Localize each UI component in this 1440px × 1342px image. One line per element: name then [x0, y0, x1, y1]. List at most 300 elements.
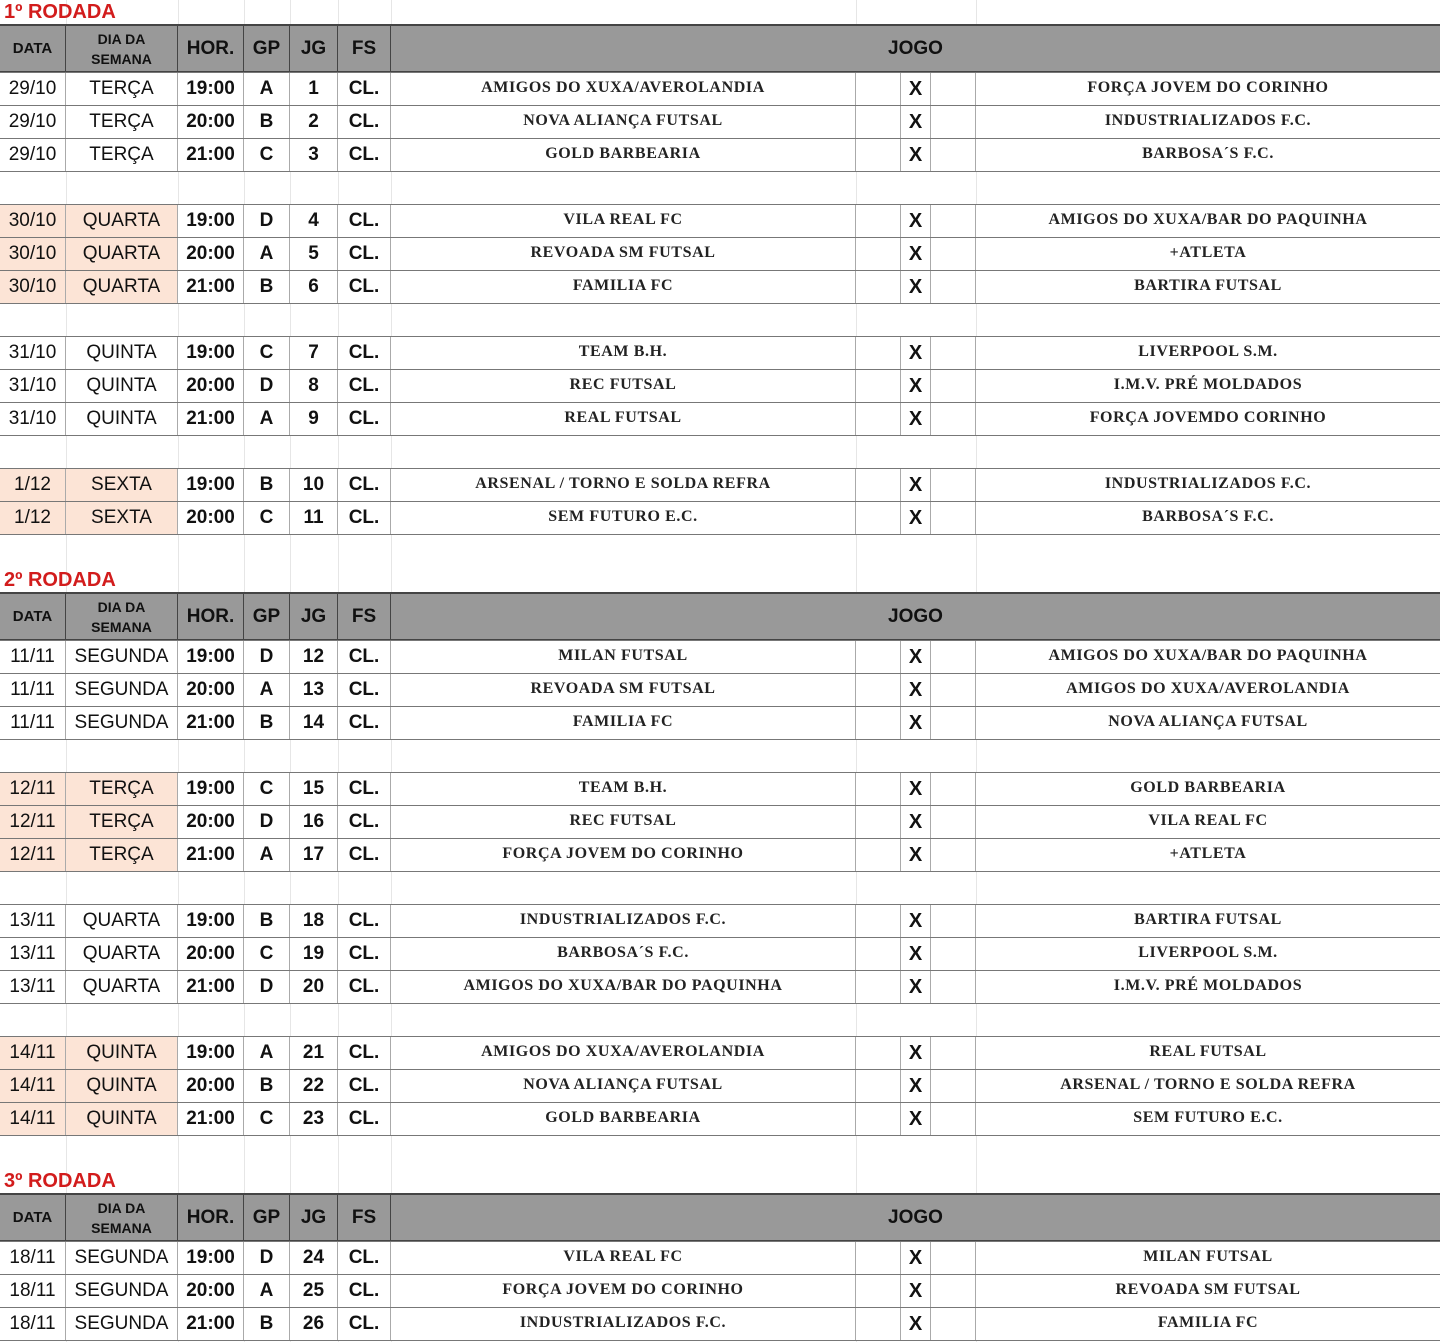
cell-date: 18/11 — [0, 1275, 66, 1307]
cell-jg: 15 — [290, 773, 338, 805]
cell-fs: CL. — [338, 806, 391, 838]
cell-day: QUARTA — [66, 205, 178, 237]
match-row — [0, 139, 1440, 172]
cell-fs: CL. — [338, 707, 391, 739]
cell-fs: CL. — [338, 905, 391, 937]
spacer-cell — [931, 938, 976, 970]
spacer-cell — [856, 806, 901, 838]
versus-mark: X — [901, 271, 931, 303]
match-row — [0, 271, 1440, 304]
away-team: REVOADA SM FUTSAL — [1115, 1281, 1301, 1298]
away-team: REAL FUTSAL — [1149, 1043, 1267, 1060]
versus-mark: X — [901, 469, 931, 501]
cell-time: 21:00 — [178, 971, 244, 1003]
cell-jg: 23 — [290, 1103, 338, 1135]
cell-gp: C — [244, 938, 290, 970]
cell-gp: D — [244, 1242, 290, 1274]
away-team: BARTIRA FUTSAL — [1134, 911, 1282, 928]
spacer-cell — [931, 403, 976, 435]
cell-jg: 9 — [290, 403, 338, 435]
cell-jg: 16 — [290, 806, 338, 838]
cell-gp: A — [244, 403, 290, 435]
spacer-cell — [931, 370, 976, 402]
spacer-cell — [931, 469, 976, 501]
spacer-cell — [856, 271, 901, 303]
header-jogo: JOGO — [888, 1206, 943, 1228]
header-dia-da-semana: DIA DA SEMANA — [66, 26, 178, 71]
cell-gp: C — [244, 337, 290, 369]
cell-jg: 13 — [290, 674, 338, 706]
cell-fs: CL. — [338, 839, 391, 871]
cell-day: SEGUNDA — [66, 1242, 178, 1274]
home-team: FORÇA JOVEM DO CORINHO — [391, 1275, 856, 1307]
cell-time: 19:00 — [178, 469, 244, 501]
cell-time: 19:00 — [178, 905, 244, 937]
versus-mark: X — [901, 1103, 931, 1135]
cell-jg: 17 — [290, 839, 338, 871]
cell-day: TERÇA — [66, 773, 178, 805]
home-team: AMIGOS DO XUXA/AVEROLANDIA — [391, 73, 856, 105]
away-team: LIVERPOOL S.M. — [1138, 343, 1278, 360]
cell-jg: 20 — [290, 971, 338, 1003]
cell-gp: A — [244, 1037, 290, 1069]
cell-date: 12/11 — [0, 806, 66, 838]
cell-jg: 6 — [290, 271, 338, 303]
header-jg: JG — [290, 1195, 338, 1240]
match-row — [0, 938, 1440, 971]
header-jg: JG — [290, 26, 338, 71]
cell-fs: CL. — [338, 205, 391, 237]
table-header — [0, 592, 1440, 641]
home-team: TEAM B.H. — [391, 337, 856, 369]
spacer-cell — [931, 905, 976, 937]
versus-mark: X — [901, 1070, 931, 1102]
match-row — [0, 806, 1440, 839]
versus-mark: X — [901, 938, 931, 970]
cell-fs: CL. — [338, 469, 391, 501]
home-team: AMIGOS DO XUXA/AVEROLANDIA — [391, 1037, 856, 1069]
cell-jg: 18 — [290, 905, 338, 937]
cell-date: 11/11 — [0, 641, 66, 673]
spacer-cell — [856, 938, 901, 970]
cell-day: TERÇA — [66, 139, 178, 171]
cell-time: 20:00 — [178, 502, 244, 534]
cell-date: 29/10 — [0, 106, 66, 138]
spacer-cell — [931, 641, 976, 673]
spacer-cell — [931, 1070, 976, 1102]
cell-fs: CL. — [338, 502, 391, 534]
cell-day: SEGUNDA — [66, 707, 178, 739]
cell-time: 20:00 — [178, 238, 244, 270]
cell-fs: CL. — [338, 938, 391, 970]
table-header — [0, 1193, 1440, 1242]
cell-gp: C — [244, 502, 290, 534]
cell-time: 20:00 — [178, 370, 244, 402]
match-row — [0, 204, 1440, 238]
cell-date: 11/11 — [0, 707, 66, 739]
away-team: LIVERPOOL S.M. — [1138, 944, 1278, 961]
away-team: AMIGOS DO XUXA/BAR DO PAQUINHA — [1048, 211, 1368, 228]
away-team: INDUSTRIALIZADOS F.C. — [1104, 112, 1312, 129]
header-hor: HOR. — [178, 26, 244, 71]
cell-time: 21:00 — [178, 1308, 244, 1340]
cell-fs: CL. — [338, 1070, 391, 1102]
cell-time: 21:00 — [178, 1103, 244, 1135]
cell-gp: D — [244, 370, 290, 402]
cell-fs: CL. — [338, 773, 391, 805]
cell-fs: CL. — [338, 971, 391, 1003]
cell-day: TERÇA — [66, 73, 178, 105]
match-row — [0, 468, 1440, 502]
cell-day: SEXTA — [66, 502, 178, 534]
cell-day: QUINTA — [66, 403, 178, 435]
cell-jg: 8 — [290, 370, 338, 402]
match-row — [0, 502, 1440, 535]
match-row — [0, 72, 1440, 106]
spacer-cell — [856, 73, 901, 105]
cell-day: SEGUNDA — [66, 1308, 178, 1340]
cell-gp: C — [244, 139, 290, 171]
versus-mark: X — [901, 806, 931, 838]
spacer-cell — [856, 1103, 901, 1135]
versus-mark: X — [901, 205, 931, 237]
header-dia-da-semana: DIA DA SEMANA — [66, 594, 178, 639]
cell-date: 30/10 — [0, 271, 66, 303]
home-team: INDUSTRIALIZADOS F.C. — [391, 1308, 856, 1340]
versus-mark: X — [901, 139, 931, 171]
spacer-cell — [856, 1242, 901, 1274]
home-team: TEAM B.H. — [391, 773, 856, 805]
round-title: 2º RODADA — [4, 569, 116, 591]
spacer-cell — [931, 1037, 976, 1069]
spacer-cell — [856, 502, 901, 534]
cell-fs: CL. — [338, 337, 391, 369]
cell-gp: B — [244, 469, 290, 501]
away-team: +ATLETA — [1169, 845, 1247, 862]
cell-time: 19:00 — [178, 1242, 244, 1274]
cell-day: QUARTA — [66, 905, 178, 937]
cell-date: 29/10 — [0, 139, 66, 171]
spacer-cell — [856, 106, 901, 138]
header-fs: FS — [338, 1195, 391, 1240]
away-team: I.M.V. PRÉ MOLDADOS — [1113, 376, 1303, 393]
cell-day: TERÇA — [66, 839, 178, 871]
spacer-cell — [931, 106, 976, 138]
cell-fs: CL. — [338, 674, 391, 706]
spacer-cell — [931, 1308, 976, 1340]
home-team: NOVA ALIANÇA FUTSAL — [391, 1070, 856, 1102]
cell-date: 14/11 — [0, 1103, 66, 1135]
match-row — [0, 1275, 1440, 1308]
cell-jg: 4 — [290, 205, 338, 237]
spacer-cell — [931, 1275, 976, 1307]
away-team: VILA REAL FC — [1148, 812, 1268, 829]
cell-fs: CL. — [338, 1308, 391, 1340]
cell-gp: B — [244, 1308, 290, 1340]
away-team: SEM FUTURO E.C. — [1133, 1109, 1283, 1126]
cell-time: 21:00 — [178, 839, 244, 871]
cell-date: 30/10 — [0, 205, 66, 237]
cell-jg: 21 — [290, 1037, 338, 1069]
cell-day: TERÇA — [66, 806, 178, 838]
versus-mark: X — [901, 839, 931, 871]
cell-gp: B — [244, 1070, 290, 1102]
spacer-cell — [931, 971, 976, 1003]
cell-gp: B — [244, 106, 290, 138]
versus-mark: X — [901, 971, 931, 1003]
home-team: BARBOSA´S F.C. — [391, 938, 856, 970]
spacer-cell — [856, 370, 901, 402]
cell-day: SEGUNDA — [66, 674, 178, 706]
spacer-cell — [856, 238, 901, 270]
cell-time: 19:00 — [178, 205, 244, 237]
cell-gp: B — [244, 271, 290, 303]
header-gp: GP — [244, 1195, 290, 1240]
cell-fs: CL. — [338, 73, 391, 105]
cell-jg: 3 — [290, 139, 338, 171]
cell-date: 12/11 — [0, 773, 66, 805]
cell-gp: A — [244, 839, 290, 871]
cell-fs: CL. — [338, 238, 391, 270]
spacer-cell — [856, 337, 901, 369]
home-team: REC FUTSAL — [391, 806, 856, 838]
versus-mark: X — [901, 403, 931, 435]
away-team: FORÇA JOVEMDO CORINHO — [1089, 409, 1327, 426]
cell-gp: A — [244, 1275, 290, 1307]
versus-mark: X — [901, 370, 931, 402]
versus-mark: X — [901, 1037, 931, 1069]
cell-jg: 26 — [290, 1308, 338, 1340]
cell-day: QUINTA — [66, 1037, 178, 1069]
away-team: BARBOSA´S F.C. — [1142, 145, 1274, 162]
cell-time: 19:00 — [178, 73, 244, 105]
table-header — [0, 24, 1440, 73]
match-row — [0, 1036, 1440, 1070]
match-row — [0, 640, 1440, 674]
cell-gp: A — [244, 674, 290, 706]
cell-time: 21:00 — [178, 139, 244, 171]
cell-day: QUARTA — [66, 971, 178, 1003]
spacer-cell — [931, 502, 976, 534]
cell-day: QUARTA — [66, 938, 178, 970]
home-team: NOVA ALIANÇA FUTSAL — [391, 106, 856, 138]
spacer-cell — [856, 839, 901, 871]
cell-date: 13/11 — [0, 905, 66, 937]
cell-fs: CL. — [338, 1037, 391, 1069]
versus-mark: X — [901, 641, 931, 673]
spacer-cell — [856, 403, 901, 435]
versus-mark: X — [901, 1275, 931, 1307]
cell-gp: A — [244, 73, 290, 105]
cell-fs: CL. — [338, 1275, 391, 1307]
spacer-cell — [931, 337, 976, 369]
cell-fs: CL. — [338, 641, 391, 673]
away-team: GOLD BARBEARIA — [1130, 779, 1286, 796]
spacer-cell — [856, 707, 901, 739]
spacer-cell — [931, 1103, 976, 1135]
away-team: BARBOSA´S F.C. — [1142, 508, 1274, 525]
spacer-cell — [931, 674, 976, 706]
spacer-cell — [856, 641, 901, 673]
match-row — [0, 1103, 1440, 1136]
home-team: INDUSTRIALIZADOS F.C. — [391, 905, 856, 937]
cell-gp: A — [244, 238, 290, 270]
home-team: SEM FUTURO E.C. — [391, 502, 856, 534]
away-team: BARTIRA FUTSAL — [1134, 277, 1282, 294]
spacer-cell — [931, 773, 976, 805]
versus-mark: X — [901, 238, 931, 270]
cell-jg: 14 — [290, 707, 338, 739]
away-team: +ATLETA — [1169, 244, 1247, 261]
cell-date: 18/11 — [0, 1242, 66, 1274]
cell-date: 14/11 — [0, 1070, 66, 1102]
cell-date: 11/11 — [0, 674, 66, 706]
match-row — [0, 1241, 1440, 1275]
cell-time: 19:00 — [178, 641, 244, 673]
match-row — [0, 238, 1440, 271]
cell-jg: 5 — [290, 238, 338, 270]
cell-time: 20:00 — [178, 1275, 244, 1307]
home-team: FAMILIA FC — [391, 271, 856, 303]
cell-jg: 7 — [290, 337, 338, 369]
cell-gp: C — [244, 773, 290, 805]
home-team: AMIGOS DO XUXA/BAR DO PAQUINHA — [391, 971, 856, 1003]
cell-fs: CL. — [338, 1103, 391, 1135]
home-team: ARSENAL / TORNO E SOLDA REFRA — [391, 469, 856, 501]
cell-date: 14/11 — [0, 1037, 66, 1069]
spacer-cell — [856, 1275, 901, 1307]
header-fs: FS — [338, 26, 391, 71]
header-hor: HOR. — [178, 594, 244, 639]
versus-mark: X — [901, 707, 931, 739]
spacer-cell — [856, 773, 901, 805]
cell-day: TERÇA — [66, 106, 178, 138]
cell-time: 19:00 — [178, 773, 244, 805]
cell-day: SEGUNDA — [66, 1275, 178, 1307]
cell-gp: C — [244, 1103, 290, 1135]
cell-day: QUARTA — [66, 271, 178, 303]
away-team: INDUSTRIALIZADOS F.C. — [1104, 475, 1312, 492]
spacer-cell — [931, 73, 976, 105]
match-row — [0, 772, 1440, 806]
match-row — [0, 370, 1440, 403]
cell-jg: 1 — [290, 73, 338, 105]
spacer-cell — [931, 238, 976, 270]
spacer-cell — [931, 139, 976, 171]
home-team: MILAN FUTSAL — [391, 641, 856, 673]
header-gp: GP — [244, 594, 290, 639]
cell-gp: D — [244, 205, 290, 237]
spacer-cell — [931, 839, 976, 871]
cell-time: 20:00 — [178, 938, 244, 970]
cell-gp: B — [244, 905, 290, 937]
cell-date: 31/10 — [0, 403, 66, 435]
cell-time: 21:00 — [178, 403, 244, 435]
spacer-cell — [856, 905, 901, 937]
cell-time: 19:00 — [178, 1037, 244, 1069]
cell-day: SEGUNDA — [66, 641, 178, 673]
cell-date: 12/11 — [0, 839, 66, 871]
cell-jg: 12 — [290, 641, 338, 673]
cell-day: SEXTA — [66, 469, 178, 501]
cell-time: 20:00 — [178, 1070, 244, 1102]
spacer-cell — [856, 205, 901, 237]
cell-jg: 25 — [290, 1275, 338, 1307]
cell-day: QUINTA — [66, 337, 178, 369]
cell-jg: 19 — [290, 938, 338, 970]
spacer-cell — [856, 971, 901, 1003]
match-row — [0, 336, 1440, 370]
home-team: FAMILIA FC — [391, 707, 856, 739]
header-jogo: JOGO — [888, 37, 943, 59]
cell-time: 20:00 — [178, 106, 244, 138]
spacer-cell — [931, 271, 976, 303]
spacer-cell — [931, 707, 976, 739]
cell-date: 31/10 — [0, 337, 66, 369]
away-team: ARSENAL / TORNO E SOLDA REFRA — [1060, 1076, 1356, 1093]
cell-fs: CL. — [338, 1242, 391, 1274]
versus-mark: X — [901, 1308, 931, 1340]
cell-date: 18/11 — [0, 1308, 66, 1340]
cell-jg: 24 — [290, 1242, 338, 1274]
home-team: VILA REAL FC — [391, 1242, 856, 1274]
cell-time: 19:00 — [178, 337, 244, 369]
match-row — [0, 106, 1440, 139]
header-gp: GP — [244, 26, 290, 71]
home-team: GOLD BARBEARIA — [391, 1103, 856, 1135]
spacer-cell — [856, 1308, 901, 1340]
away-team: FORÇA JOVEM DO CORINHO — [1087, 79, 1329, 96]
cell-fs: CL. — [338, 370, 391, 402]
match-row — [0, 707, 1440, 740]
home-team: FORÇA JOVEM DO CORINHO — [391, 839, 856, 871]
round-title: 3º RODADA — [4, 1170, 116, 1192]
cell-jg: 2 — [290, 106, 338, 138]
spacer-cell — [931, 806, 976, 838]
home-team: REVOADA SM FUTSAL — [391, 674, 856, 706]
cell-jg: 22 — [290, 1070, 338, 1102]
cell-day: QUINTA — [66, 1103, 178, 1135]
header-dia-da-semana: DIA DA SEMANA — [66, 1195, 178, 1240]
versus-mark: X — [901, 674, 931, 706]
header-hor: HOR. — [178, 1195, 244, 1240]
away-team: I.M.V. PRÉ MOLDADOS — [1113, 977, 1303, 994]
away-team: AMIGOS DO XUXA/BAR DO PAQUINHA — [1048, 647, 1368, 664]
away-team: MILAN FUTSAL — [1143, 1248, 1273, 1265]
match-row — [0, 1070, 1440, 1103]
match-row — [0, 1308, 1440, 1341]
spacer-cell — [931, 205, 976, 237]
header-data: DATA — [0, 26, 66, 71]
cell-date: 1/12 — [0, 469, 66, 501]
header-data: DATA — [0, 594, 66, 639]
home-team: REVOADA SM FUTSAL — [391, 238, 856, 270]
cell-fs: CL. — [338, 106, 391, 138]
away-team: FAMILIA FC — [1157, 1314, 1259, 1331]
cell-fs: CL. — [338, 139, 391, 171]
header-fs: FS — [338, 594, 391, 639]
cell-jg: 10 — [290, 469, 338, 501]
cell-date: 30/10 — [0, 238, 66, 270]
versus-mark: X — [901, 1242, 931, 1274]
spacer-cell — [856, 469, 901, 501]
versus-mark: X — [901, 106, 931, 138]
home-team: REAL FUTSAL — [391, 403, 856, 435]
cell-gp: D — [244, 641, 290, 673]
cell-date: 1/12 — [0, 502, 66, 534]
away-team: AMIGOS DO XUXA/AVEROLANDIA — [1066, 680, 1350, 697]
match-row — [0, 839, 1440, 872]
